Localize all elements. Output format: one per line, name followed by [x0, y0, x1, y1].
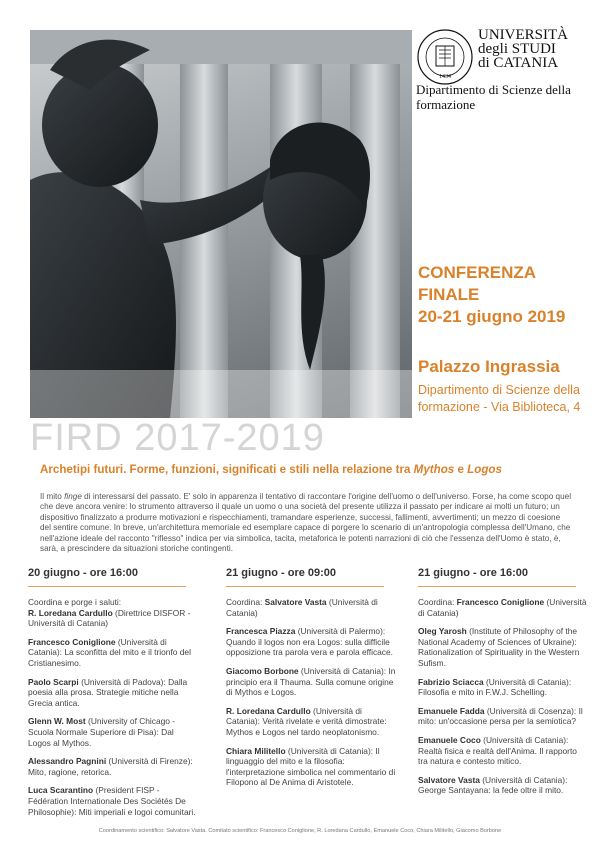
speaker-name: Luca Scarantino [28, 785, 94, 796]
talk-item [418, 775, 588, 796]
coordinator-affiliation: (Università di Catania) [418, 597, 587, 618]
speaker-affiliation: (Institute of Philosophy of the National Academy of Sciences of Ukraine): [418, 626, 578, 647]
talk-item [28, 785, 198, 817]
conference-line2: FINALE [418, 285, 480, 304]
intro-fingit: finge [64, 492, 82, 501]
talk-title: George Santayana: la fede oltre il mito. [418, 785, 564, 796]
speaker-affiliation: (Università di Catania): [226, 705, 362, 727]
conference-heading [418, 262, 598, 328]
speaker-affiliation: (Università di Catania): [287, 745, 374, 756]
conference-subtitle [40, 463, 600, 477]
venue [418, 356, 598, 416]
department-name: Dipartimento di Scienze della formazione [416, 82, 571, 112]
coordinator-label: Coordina: [418, 597, 455, 607]
talk-title: La sconfitta del mito e il trionfo del Cristianesimo. [28, 647, 191, 668]
session-coordinator [226, 597, 396, 618]
coordinator-name: Salvatore Vasta [264, 597, 327, 607]
session-heading: 21 giugno - ore 16:00 [418, 566, 576, 587]
conference-dates: 20-21 giugno 2019 [418, 307, 566, 326]
talk-title: Rationalization of Spirituality in the Western Sufism. [418, 647, 580, 668]
speaker-affiliation: (Università di Catania): [483, 734, 569, 745]
fade-bottom [30, 370, 412, 418]
speaker-name: Alessandro Pagnini [28, 756, 107, 767]
talk-title: Verità rivelate e verità dimostrate: Mythos e Logos nel tardo neoplatonismo. [226, 716, 387, 737]
talk-item [226, 666, 396, 698]
talk-title: Quando il logos non era Logos: sulla difficile opposizione tra parola vera e parola efficace. [226, 636, 393, 658]
perseus-head [42, 63, 158, 187]
speaker-name: Emanuele Fadda [418, 705, 485, 716]
hero-photo-perseus-statue [30, 30, 412, 418]
speaker-name: Emanuele Coco [418, 734, 481, 745]
speaker-name: Paolo Scarpi [28, 676, 79, 687]
talk-item [28, 677, 198, 709]
coordinator-label: Coordina: [226, 597, 263, 607]
speaker-affiliation: (University of Chicago - Scuola Normale Superiore di Pisa): [28, 716, 176, 737]
speaker-affiliation: (President FISP - Fédération Internationale Des Sociétés De Philosophie): [28, 785, 186, 817]
session-coordinator [418, 597, 588, 618]
speaker-name: Giacomo Borbone [226, 665, 299, 676]
talk-title: Dalla poesia alla prosa. Strategie mitiche nella Grecia antica. [28, 676, 188, 708]
talk-item [418, 735, 588, 767]
svg-text:1434: 1434 [439, 74, 451, 80]
university-name-line3: di CATANIA [478, 55, 559, 71]
talk-item [28, 716, 198, 748]
speaker-affiliation: (Università di Catania): [28, 636, 167, 658]
intro-paragraph [40, 492, 572, 554]
speaker-name: Francesca Piazza [226, 626, 296, 637]
talk-item [226, 626, 396, 658]
speaker-affiliation: (Università di Firenze): [108, 756, 193, 767]
subtitle-and: e [457, 463, 464, 476]
subtitle-logos: Logos [467, 463, 502, 476]
speaker-name: Glenn W. Most [28, 716, 86, 727]
university-name [478, 28, 588, 70]
subtitle-mythos: Mythos [413, 463, 455, 476]
talk-item [418, 626, 588, 668]
venue-name: Palazzo Ingrassia [418, 357, 560, 376]
coordinator-name: Francesco Coniglione [456, 597, 545, 607]
session-coordinator [28, 597, 198, 629]
footer-credits: Coordinamento scientifico: Salvatore Vasta. Comitato scientifico: Francesco Coniglione, R. Loredana Cardullo, Emanuele Coco, Chiara Militello, Giacomo Borbone [98, 828, 502, 834]
program-column-2 [226, 566, 396, 796]
talk-title: Filosofia e mito in F.W.J. Schelling. [418, 687, 547, 698]
statue-illustration [30, 30, 412, 418]
university-name-line1: UNIVERSITÀ [478, 27, 568, 43]
coordinator-name: R. Loredana Cardullo [28, 607, 113, 618]
venue-address: Dipartimento di Scienze della formazione - Via Biblioteca, 4 [418, 383, 581, 414]
talk-item [226, 706, 396, 738]
university-name-line2: degli STUDI [478, 41, 556, 57]
talk-item [418, 706, 588, 727]
session-heading: 21 giugno - ore 09:00 [226, 566, 384, 587]
intro-rest: di interessarsi del passato. E' solo in apparenza il tentativo di raccontare l'origine dell'uomo o dell'universo. Forse, ha come scopo quel che deve ancora venire: lo strumento attraverso il quale un uomo o una società del presente utilizza il passato per indicare ai molti un futuro; un dispositivo finalizzato a produrre motivazioni e rispecchiamenti, tramandare esperienze, successi, fallimenti, avvertimenti; un mezzo di coesione del sentire comune. [40, 492, 572, 533]
speaker-affiliation: (Università di Catania): [485, 676, 572, 687]
intro-start: Il mito [40, 492, 62, 501]
coordinator-affiliation: (Direttrice DISFOR - Università di Catania) [28, 607, 191, 629]
conference-line1: CONFERENZA [418, 263, 537, 282]
talk-item [418, 677, 588, 698]
fird-title: FIRD 2017-2019 [30, 417, 325, 459]
talk-title: Mito, ragione, retorica. [28, 766, 112, 777]
intro-p2: In breve, un'architettura memoriale ed esemplare capace di porgere lo scenario di un'antropologia complessa dell'Umano, che nell'azione ideale del racconto "riflesso" indica per via simbolica, tacita, metaforica le potenti narrazioni di ciò che l'essenza dell'Uomo è stato, è, sarà, a prescindere da situazioni storiche contingenti. [40, 523, 571, 554]
speaker-name: Salvatore Vasta [418, 774, 480, 785]
session-heading: 20 giugno - ore 16:00 [28, 566, 186, 587]
speaker-name: R. Loredana Cardullo [226, 705, 311, 716]
speaker-affiliation: (Università di Catania): [300, 665, 387, 676]
talk-title: Dal Logos al Mythos. [28, 726, 174, 748]
coordinator-label: Coordina e porge i saluti: [28, 597, 122, 607]
talk-title: Il mito: un'occasione persa per la semiotica? [418, 705, 583, 727]
talk-title: Miti imperiali e logoi comunitari. [78, 806, 196, 817]
speaker-affiliation: (Università di Padova): [81, 676, 166, 687]
talk-title: Realtà fisica e realtà dell'Anima. Il rapporto tra natura e contesto mitico. [418, 745, 577, 767]
subtitle-text: Archetipi futuri. Forme, funzioni, significati e stili nella relazione tra [40, 463, 411, 476]
coordinator-affiliation: (Università di Catania) [226, 597, 378, 618]
talk-item [226, 746, 396, 788]
speaker-name: Francesco Coniglione [28, 636, 116, 647]
talk-title: Il linguaggio del mito e la filosofia: l'interpretazione simbolica nel commentario di Filopono al De Anima di Aristotele. [226, 745, 396, 788]
talk-title: In principio era il Thauma. Sulla comune origine di Mythos e Logos. [226, 665, 396, 698]
talk-item [28, 637, 198, 669]
speaker-affiliation: (Università di Cosenza): [486, 705, 577, 716]
speaker-affiliation: (Università di Catania): [482, 774, 568, 785]
program-column-3 [418, 566, 588, 804]
speaker-name: Oleg Yarosh [418, 626, 467, 637]
speaker-affiliation: (Università di Palermo): [297, 626, 386, 637]
speaker-name: Fabrizio Sciacca [418, 676, 484, 687]
talk-item [28, 756, 198, 777]
speaker-name: Chiara Militello [226, 745, 286, 756]
program-column-1 [28, 566, 198, 825]
university-seal-icon [416, 28, 474, 86]
